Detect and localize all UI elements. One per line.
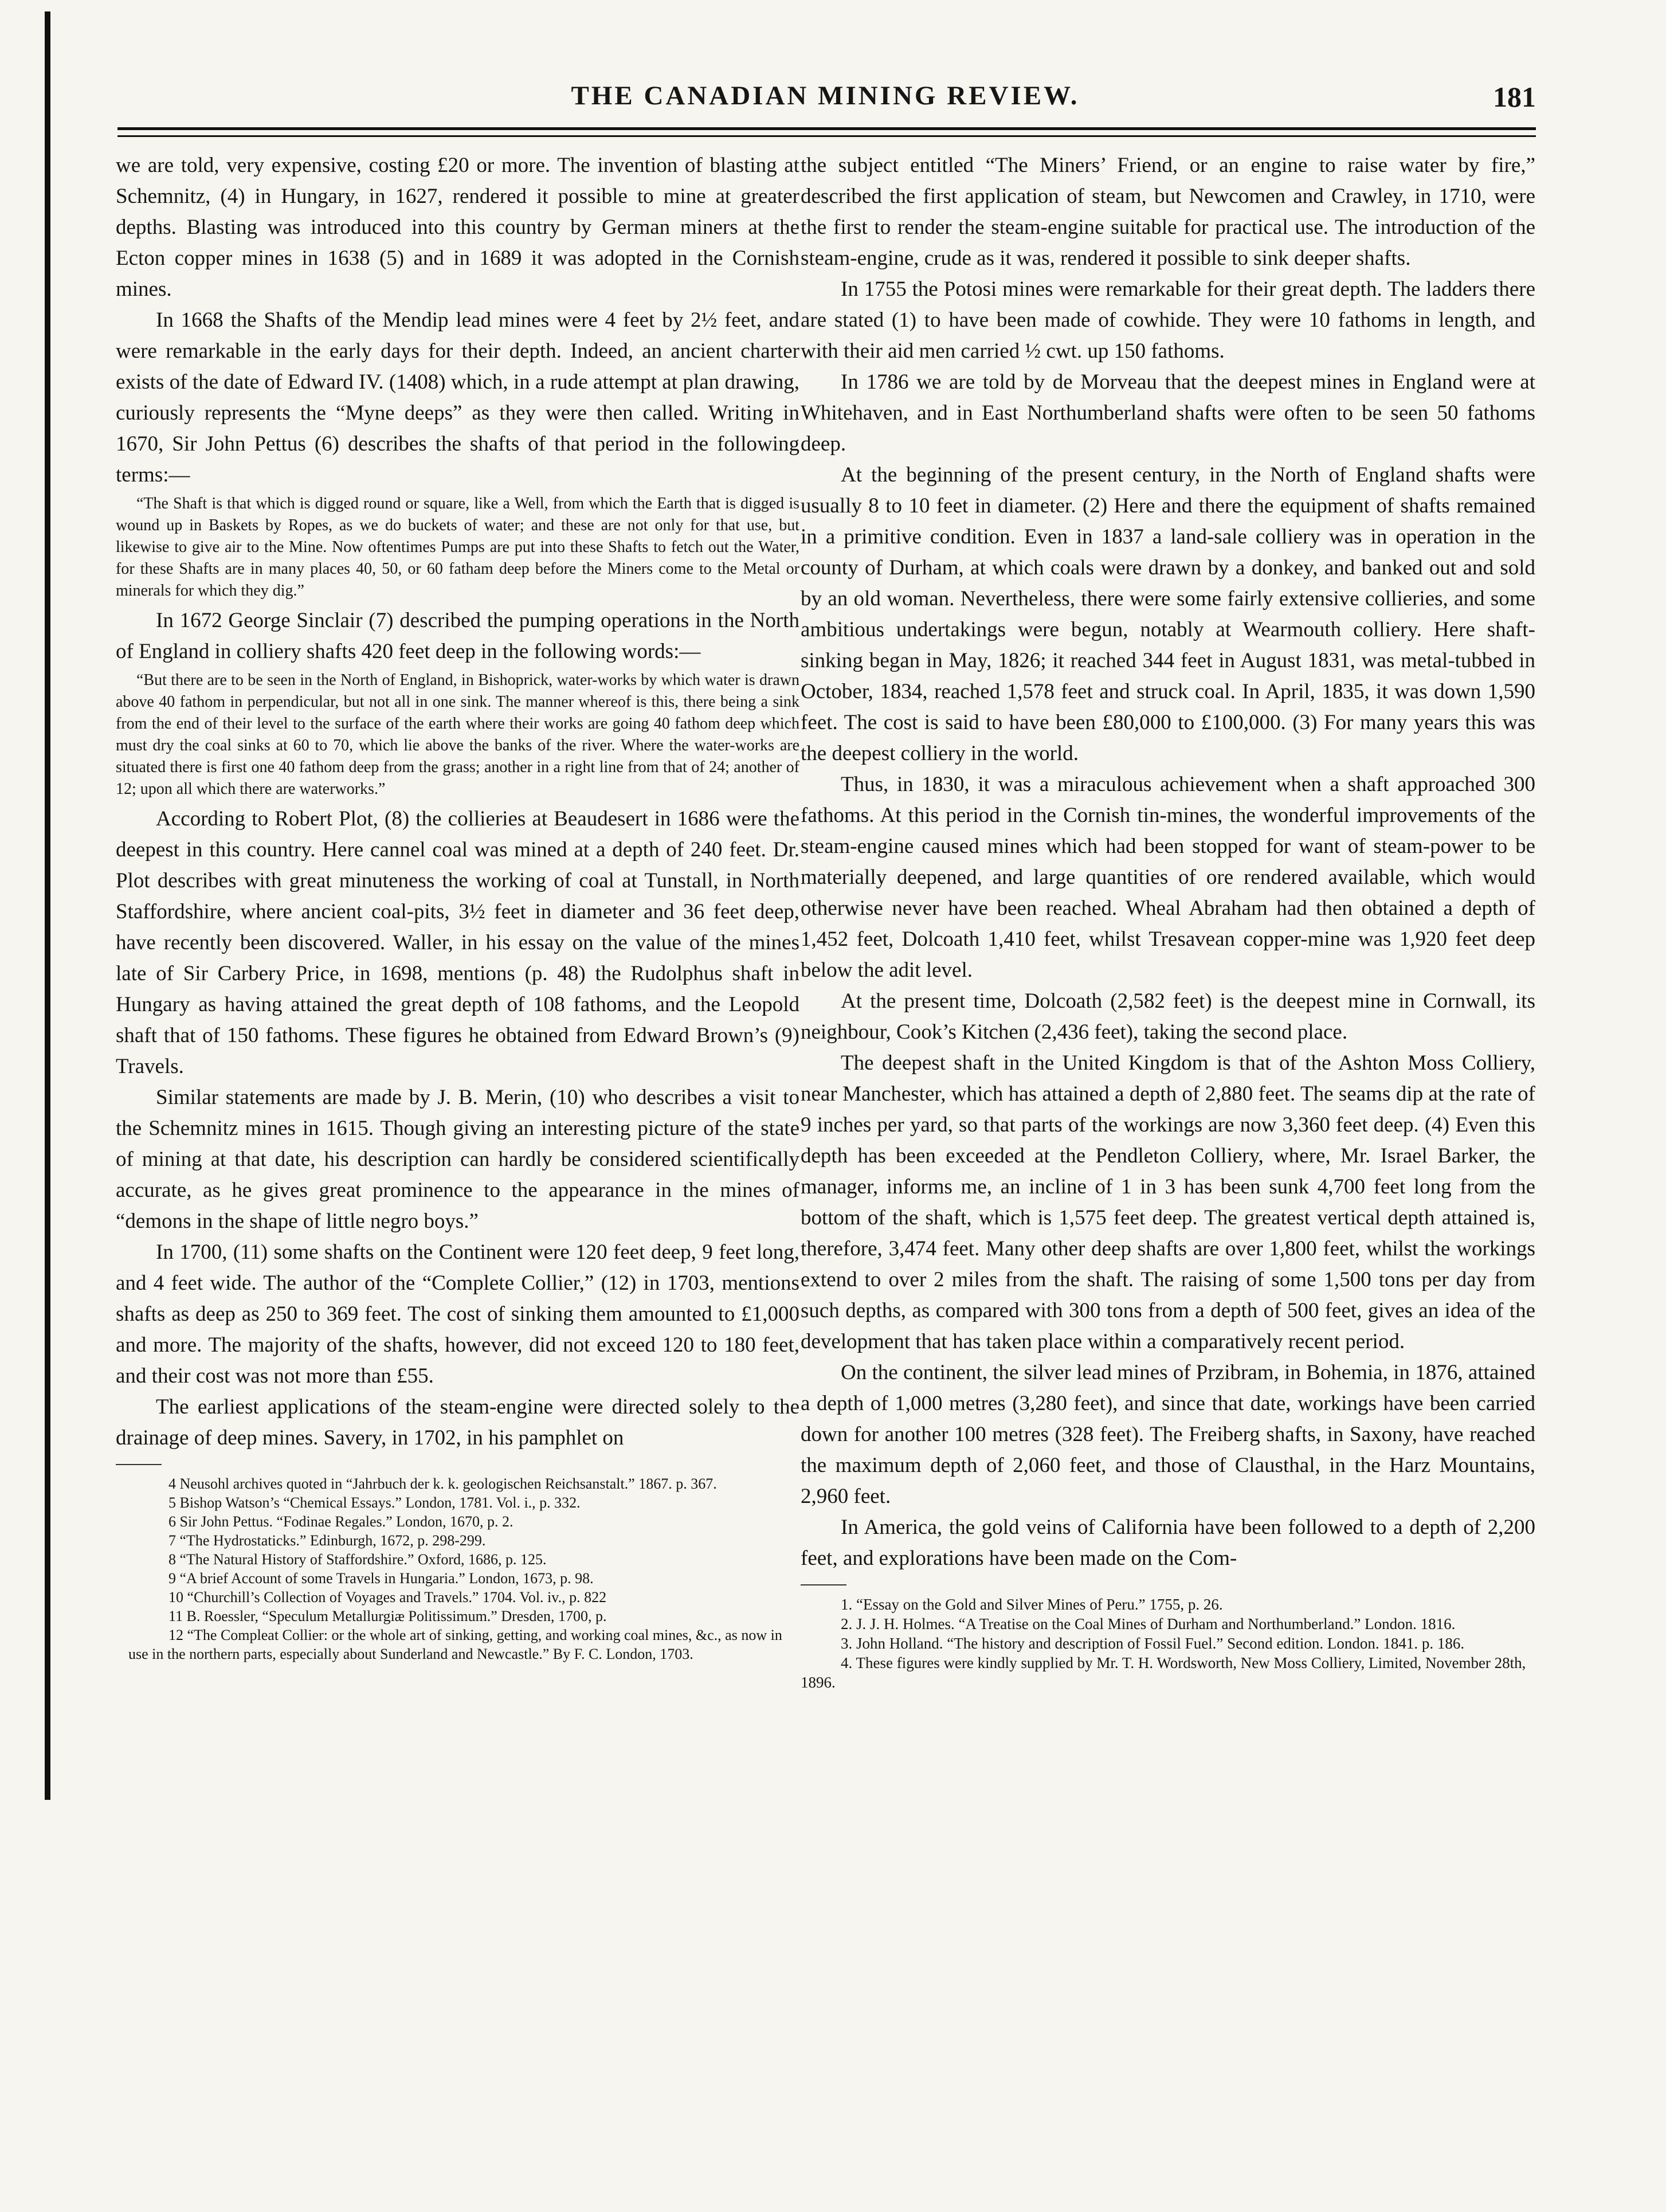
footnote: 12 “The Compleat Collier: or the whole art of sinking, getting, and working coal mines, &c., as now in use in the northern parts, especially about Sunderland and Newcastle.” By F. C. London, 1703.	[128, 1627, 782, 1662]
page-header	[115, 80, 1536, 126]
left-column	[116, 150, 799, 1663]
paragraph: In 1672 George Sinclair (7) described the pumping operations in the North of England in colliery shafts 420 feet deep in the following words:—	[116, 609, 799, 663]
right-column	[801, 150, 1535, 1692]
footnote-rule	[116, 1464, 162, 1465]
footnote: 4. These figures were kindly supplied by Mr. T. H. Wordsworth, New Moss Colliery, Limited, November 28th, 1896.	[801, 1654, 1526, 1691]
footnote: 6 Sir John Pettus. “Fodinae Regales.” London, 1670, p. 2.	[168, 1513, 513, 1530]
paragraph: we are told, very expensive, costing £20 or more. The invention of blasting at Schemnitz, (4) in Hungary, in 1627, rendered it possible to mine at greater depths. Blasting was introduced into this country by German miners at the Ecton copper mines in 1638 (5) and in 1689 it was adopted in the Cornish mines.	[116, 154, 799, 301]
footnote: 1. “Essay on the Gold and Silver Mines of Peru.” 1755, p. 26.	[841, 1596, 1223, 1613]
footnotes-right	[801, 1595, 1535, 1692]
paragraph: The earliest applications of the steam-engine were directed solely to the drainage of deep mines. Savery, in 1702, in his pamphlet on	[116, 1395, 799, 1450]
page-number: 181	[1493, 81, 1536, 113]
footnote: 11 B. Roessler, “Speculum Metallurgiæ Politissimum.” Dresden, 1700, p.	[168, 1608, 607, 1624]
footnote-rule	[801, 1584, 846, 1585]
footnote: 10 “Churchill’s Collection of Voyages and Travels.” 1704. Vol. iv., p. 822	[168, 1589, 607, 1606]
block-quote: “The Shaft is that which is digged round or square, like a Well, from which the Earth that is digged is wound up in Baskets by Ropes, as we do buckets of water; and these are not only for that use, but likewise to give air to the Mine. Now oftentimes Pumps are put into these Shafts to fetch out the Water, for these Shafts are in many places 40, 50, or 60 fatham deep before the Miners come to the Metal or minerals for which they dig.”	[116, 495, 799, 600]
footnote: 3. John Holland. “The history and description of Fossil Fuel.” Second edition. London. 1841. p. 186.	[841, 1635, 1465, 1652]
block-quote: “But there are to be seen in the North of England, in Bishoprick, water-works by which water is drawn above 40 fathom in perpendicular, but not all in one sink. The manner whereof is this, there being a sink from the end of their level to the surface of the earth where their works are going 40 fathom deep which must dry the coal sinks at 60 to 70, which lie above the banks of the river. Where the water-works are situated there is first one 40 fathom deep from the grass; another in a right line from that of 24; another of 12; upon all which there are waterworks.”	[116, 671, 799, 798]
footnote: 2. J. J. H. Holmes. “A Treatise on the Coal Mines of Durham and Northumberland.” London. 1816.	[841, 1615, 1456, 1632]
paragraph: the subject entitled “The Miners’ Friend, or an engine to raise water by fire,” described the first application of steam, but Newcomen and Crawley, in 1710, were the first to render the steam-engine suitable for practical use. The introduction of the steam-engine, crude as it was, rendered it possible to sink deeper shafts.	[801, 154, 1535, 270]
footnote: 5 Bishop Watson’s “Chemical Essays.” London, 1781. Vol. i., p. 332.	[168, 1494, 581, 1511]
paragraph: At the present time, Dolcoath (2,582 feet) is the deepest mine in Cornwall, its neighbour, Cook’s Kitchen (2,436 feet), taking the second place.	[801, 989, 1535, 1044]
paragraph: At the beginning of the present century, in the North of England shafts were usually 8 to 10 feet in diameter. (2) Here and there the equipment of shafts remained in a primitive condition. Even in 1837 a land-sale colliery was in operation in the county of Durham, at which coals were drawn by a donkey, and banked out and sold by an old woman. Nevertheless, there were some fairly extensive collieries, and some ambitious undertakings were begun, notably at Wearmouth colliery. Here shaft-sinking began in May, 1826; it reached 344 feet in August 1831, was metal-tubbed in October, 1834, reached 1,578 feet and struck coal. In April, 1835, it was down 1,590 feet. The cost is said to have been £80,000 to £100,000. (3) For many years this was the deepest colliery in the world.	[801, 463, 1535, 765]
footnote: 8 “The Natural History of Staffordshire.” Oxford, 1686, p. 125.	[168, 1551, 547, 1568]
footnote: 9 “A brief Account of some Travels in Hungaria.” London, 1673, p. 98.	[168, 1570, 594, 1587]
footnote: 7 “The Hydrostaticks.” Edinburgh, 1672, p. 298-299.	[168, 1532, 486, 1549]
paragraph: On the continent, the silver lead mines of Przibram, in Bohemia, in 1876, attained a depth of 1,000 metres (3,280 feet), and since that date, workings have been carried down for another 100 metres (328 feet). The Freiberg shafts, in Saxony, have reached the maximum depth of 2,060 feet, and those of Clausthal, in the Harz Mountains, 2,960 feet.	[801, 1361, 1535, 1508]
binding-edge-bar	[45, 11, 50, 1800]
paragraph: Thus, in 1830, it was a miraculous achievement when a shaft approached 300 fathoms. At this period in the Cornish tin-mines, the wonderful improvements of the steam-engine caused mines which had been stopped for want of steam-power to be materially deepened, and large quantities of ore rendered available, which would otherwise never have been reached. Wheal Abraham had then obtained a depth of 1,452 feet, Dolcoath 1,410 feet, whilst Tresavean copper-mine was 1,920 feet deep below the adit level.	[801, 773, 1535, 982]
paragraph: In 1700, (11) some shafts on the Continent were 120 feet deep, 9 feet long, and 4 feet wide. The author of the “Complete Collier,” (12) in 1703, mentions shafts as deep as 250 to 369 feet. The cost of sinking them amounted to £1,000 and more. The majority of the shafts, however, did not exceed 120 to 180 feet, and their cost was not more than £55.	[116, 1240, 799, 1388]
footnote: 4 Neusohl archives quoted in “Jahrbuch der k. k. geologischen Reichsanstalt.” 1867. p. 367.	[168, 1475, 717, 1492]
footnotes-left	[116, 1474, 799, 1663]
header-rule-thin	[117, 135, 1536, 137]
header-rule-thick	[117, 127, 1536, 130]
paragraph: In 1668 the Shafts of the Mendip lead mines were 4 feet by 2½ feet, and were remarkable in the early days for their depth. Indeed, an ancient charter exists of the date of Edward IV. (1408) which, in a rude attempt at plan drawing, curiously represents the “Myne deeps” as they were then called. Writing in 1670, Sir John Pettus (6) describes the shafts of that period in the following terms:—	[116, 308, 799, 487]
running-title: THE CANADIAN MINING REVIEW.	[571, 81, 1080, 111]
paragraph: In America, the gold veins of California have been followed to a depth of 2,200 feet, and explorations have been made on the Com-	[801, 1516, 1535, 1570]
paragraph: Similar statements are made by J. B. Merin, (10) who describes a visit to the Schemnitz mines in 1615. Though giving an interesting picture of the state of mining at that date, his description can hardly be considered scientifically accurate, as he gives great prominence to the appearance in the mines of “demons in the shape of little negro boys.”	[116, 1086, 799, 1233]
paragraph: In 1755 the Potosi mines were remarkable for their great depth. The ladders there are stated (1) to have been made of cowhide. They were 10 fathoms in length, and with their aid men carried ½ cwt. up 150 fathoms.	[801, 277, 1535, 363]
paragraph: The deepest shaft in the United Kingdom is that of the Ashton Moss Colliery, near Manchester, which has attained a depth of 2,880 feet. The seams dip at the rate of 9 inches per yard, so that parts of the workings are now 3,360 feet deep. (4) Even this depth has been exceeded at the Pendleton Colliery, where, Mr. Israel Barker, the manager, informs me, an incline of 1 in 3 has been sunk 4,700 feet long from the bottom of the shaft, which is 1,575 feet deep. The greatest vertical depth attained is, therefore, 3,474 feet. Many other deep shafts are over 1,800 feet, whilst the workings extend to over 2 miles from the shaft. The raising of some 1,500 tons per day from such depths, as compared with 300 tons from a depth of 500 feet, gives an idea of the development that has taken place within a comparatively recent period.	[801, 1051, 1535, 1353]
paragraph: According to Robert Plot, (8) the collieries at Beaudesert in 1686 were the deepest in this country. Here cannel coal was mined at a depth of 240 feet. Dr. Plot describes with great minuteness the working of coal at Tunstall, in North Staffordshire, where ancient coal-pits, 3½ feet in diameter and 36 feet deep, have recently been discovered. Waller, in his essay on the value of the mines late of Sir Carbery Price, in 1698, mentions (p. 48) the Rudolphus shaft in Hungary as having attained the great depth of 108 fathoms, and the Leopold shaft that of 150 fathoms. These figures he obtained from Edward Brown’s (9) Travels.	[116, 807, 799, 1078]
paragraph: In 1786 we are told by de Morveau that the deepest mines in England were at Whitehaven, and in East Northumberland shafts were often to be seen 50 fathoms deep.	[801, 370, 1535, 456]
